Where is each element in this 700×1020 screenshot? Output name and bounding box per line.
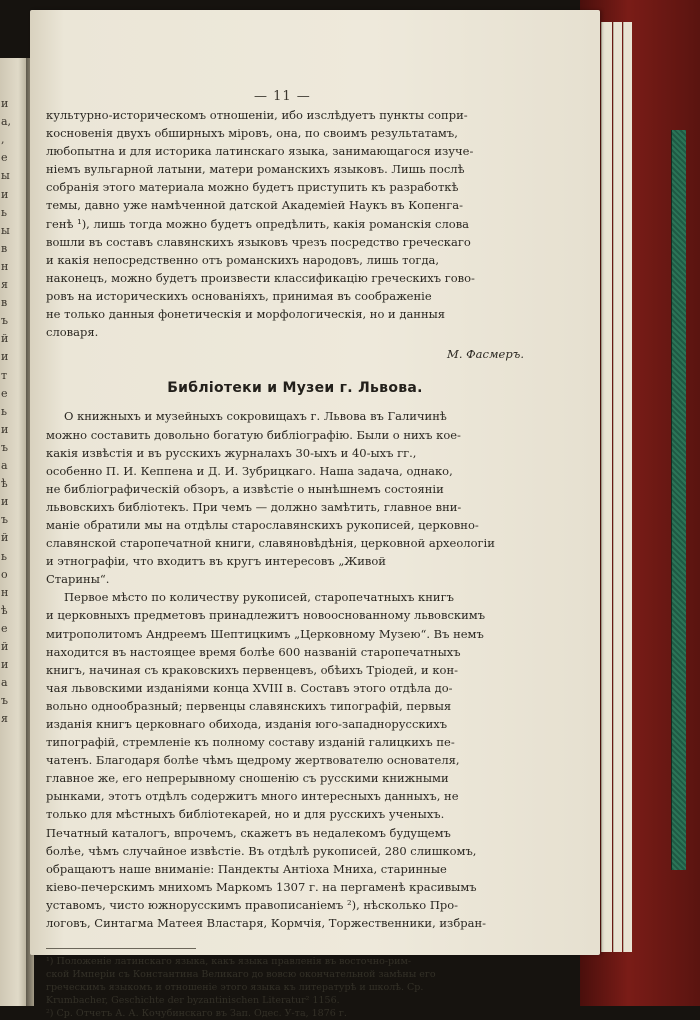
left-page-text: и — [1, 495, 9, 509]
left-page-text: й — [1, 531, 9, 545]
left-page-text: а — [1, 676, 8, 690]
left-page-text: ы — [1, 223, 10, 237]
left-page-text: ь — [1, 205, 7, 219]
paragraph-intro: О книжныхъ и музейныхъ сокровищахъ г. Львова въ Галичинѣ можно составить довольно богатую библiографiю. Были о нихъ кое- какiя извѣстiя и въ русскихъ журналахъ 30-ыхъ и 40-ыхъ гг., особенно П. И. Кеппена и Д. И. Зубрицкаго. Наша задача, однако, не библiографическiй обзоръ, а извѣстiе о нынѣшнемъ состоянiи львовскихъ библiотекъ. При чемъ — должно замѣтить, главное вни- манiе обратили мы на отдѣлы старославянскихъ рукописей, церковно- славянской старопечатной книги, славяновѣдѣнiя, церковной археологiи и этнографiи, что входитъ въ кругъ интересовъ „Живой Старины“. — [46, 409, 495, 587]
left-page-text: ѣ — [1, 477, 8, 491]
left-page-text: и — [1, 97, 9, 110]
page-edge — [601, 22, 612, 952]
left-page-text: и — [1, 187, 9, 201]
left-page-text: й — [1, 332, 9, 346]
left-page-text: й — [1, 640, 9, 653]
left-page-text: ы — [1, 169, 10, 183]
left-page-text: ъ — [1, 513, 8, 527]
section-heading: Библiотеки и Музеи г. Львова. — [167, 380, 423, 397]
left-page-text: е — [1, 151, 8, 165]
footnote-2: ²) Ср. Отчетъ А. А. Кочубинскаго въ Зап. Одес. У-та, 1876 г. — [46, 1008, 347, 1020]
left-page-text: и — [1, 350, 9, 364]
left-page-text: и — [1, 658, 9, 672]
page-edge — [623, 22, 632, 952]
footnote-divider — [46, 948, 196, 949]
author-signature: М. Фасмеръ. — [447, 347, 524, 362]
left-page-text: и — [1, 422, 9, 436]
left-page-fragment — [0, 58, 26, 1006]
paragraph-museum: Первое мѣсто по количеству рукописей, старопечатныхъ книгъ и церковныхъ предметовъ принадлежитъ новооснованному львовскимъ митрополитомъ Андреемъ Шептицкимъ „Церковному Музею“. Въ немъ находится въ настоящее время болѣе 600 названiй старопечатныхъ книгъ, начиная съ краковскихъ первенцевъ, обѣихъ Трiодей, и кон- чая львовскими изданiями конца XVIII в. Составъ этого отдѣла до- вольно однообразный; первенцы славянскихъ типографiй, первыя изданiя книгъ церковнаго обихода, изданiя юго-западнорусскихъ типографiй, стремленiе къ полному составу изданiй галицкихъ пе- чатенъ. Благодаря болѣе чѣмъ щедрому жертвователю основателя, главное же, его непрерывному сношенiю съ русскими книжными рынками, этотъ отдѣлъ содержитъ много интересныхъ данныхъ, не только для мѣстныхъ библiотекарей, но и для русскихъ ученыхъ. Печатный каталогъ, впрочемъ, скажетъ въ недалекомъ будущемъ болѣе, чѣмъ случайное извѣстiе. Въ отдѣлѣ рукописей, 280 слишкомъ, обращаютъ наше вниманiе: Пандекты Антiоха Мниха, старинные кiево-печерскимъ мнихомъ Маркомъ 1307 г. на пергаменѣ красивымъ уставомъ, чисто южнорусскимъ правописанiемъ ²), нѣсколько Про- логовъ, Синтагма Матеея Властаря, Кормчiя, Торжественники, избран- — [46, 590, 487, 931]
left-page-text: ь — [1, 549, 7, 563]
left-page-text: я — [1, 278, 8, 291]
book-cover-green-trim — [671, 130, 686, 870]
left-page-text: н — [1, 259, 9, 273]
page-number: — 11 — — [254, 89, 311, 104]
left-page-text: о — [1, 567, 8, 581]
left-page-text: а — [1, 459, 8, 472]
left-page-text: н — [1, 585, 9, 599]
paragraph-continuation: культурно-историческомъ отношенiи, ибо изслѣдуетъ пункты сопри- косновенiя двухъ обширныхъ мiровъ, она, по своимъ результатамъ, любопытна и для историка латинскаго языка, занимающагося изуче- нiемъ вульгарной латыни, матери романскихъ языковъ. Лишь послѣ собранiя этого материала можно будетъ приступить къ разработкѣ темы, давно уже намѣченной датской Академiей Наукъ въ Копенга- генѣ ¹), лишь тогда можно будетъ опредѣлить, какiя романскiя слова вошли въ составъ славянскихъ языковъ чрезъ посредство греческаго и какiя непосредственно отъ романскихъ народовъ, лишь тогда, наконецъ, можно будетъ произвести классификацiю греческихъ гово- ровъ на историческихъ основанiяхъ, принимая въ соображенiе не только данныя фонетическiя и морфологическiя, но и данныя словаря. — [46, 108, 475, 340]
left-page-text: , — [1, 133, 5, 147]
footnote-1: ¹) Положенiе латинскаго языка, какъ языка правленiя въ восточно-рим- ской Имперiи съ Константина Великаго до вовсю окончательной замѣны его греческимъ языкомъ и отношенiе этого языка къ литературѣ и школѣ. Ср. Krumbacher, Geschichte der byzantinischen Literatur² 1156. — [46, 956, 436, 1007]
left-page-text: ъ — [1, 694, 8, 708]
left-page-text: я — [1, 712, 8, 726]
left-page-text: в — [1, 296, 8, 310]
page-content — [46, 89, 544, 1020]
left-page-text: в — [1, 241, 8, 255]
page-edge — [613, 22, 622, 952]
left-page-text: е — [1, 386, 8, 400]
left-page-text: ъ — [1, 314, 8, 328]
left-page-text: ь — [1, 404, 7, 418]
left-page-text: ъ — [1, 440, 8, 454]
book-page — [30, 10, 600, 1020]
left-page-text: ѣ — [1, 603, 8, 617]
footnotes — [46, 955, 544, 1020]
left-page-text: е — [1, 621, 8, 635]
left-page-text: а, — [1, 115, 12, 129]
left-page-text: т — [1, 368, 8, 382]
